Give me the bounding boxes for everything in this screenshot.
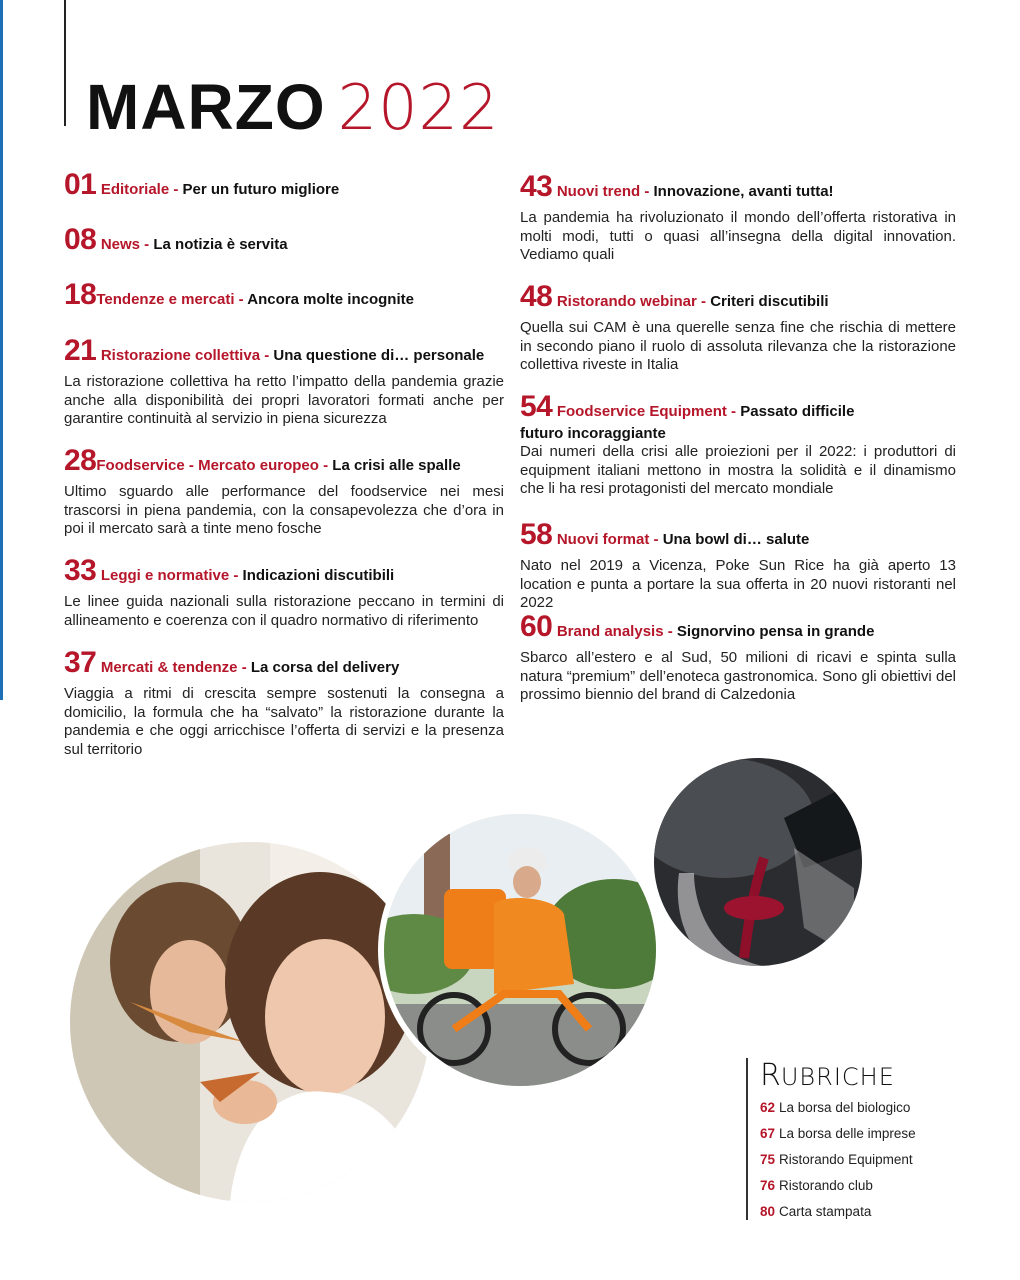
article-headline: Ancora molte incognite	[247, 291, 414, 308]
rubriche-title	[760, 1058, 895, 1093]
toc-entry[interactable]	[64, 278, 504, 317]
article-summary: La pandemia ha rivoluzionato il mondo dell’offerta ristorativa in molti modi, tutti o quasi all’insegna della digital innovation. Vediamo quali	[520, 209, 956, 263]
list-item[interactable]	[760, 1124, 960, 1150]
page-number: 21	[64, 334, 97, 367]
article-headline: Una bowl di… salute	[662, 531, 810, 548]
toc-entry[interactable]	[64, 168, 504, 207]
toc-entry[interactable]	[520, 390, 956, 499]
article-headline: La corsa del delivery	[250, 659, 400, 676]
article-summary: Ultimo sguardo alle performance del foodservice nei mesi trascorsi in piena pandemia, con la consapevolezza che d’ora in poi il mercato sarà a tinte meno fosche	[64, 483, 504, 537]
red-wine-pour-photo	[654, 758, 862, 966]
title-year: 2022	[337, 71, 500, 144]
women-eating-pizza-photo	[70, 842, 430, 1202]
separator: -	[229, 567, 243, 584]
page-number: 75	[760, 1152, 776, 1167]
section-name: Tendenze e mercati	[96, 291, 235, 308]
page-number: 67	[760, 1126, 776, 1141]
rubriche-title-initial: R	[760, 1058, 781, 1093]
section-name: Editoriale	[100, 181, 170, 198]
section-name: Leggi e normative	[100, 567, 230, 584]
toc-entry[interactable]	[64, 223, 504, 262]
rubriche-title-rest: UBRICHE	[780, 1063, 895, 1091]
article-headline: Una questione di… personale	[273, 347, 485, 364]
list-item[interactable]	[760, 1176, 960, 1202]
article-headline-line2: futuro incoraggiante	[520, 425, 666, 442]
section-name: News	[100, 236, 141, 253]
separator: -	[696, 293, 711, 310]
toc-entry[interactable]	[520, 170, 956, 265]
section-name: Foodservice Equipment	[556, 403, 727, 420]
article-summary: La ristorazione collettiva ha retto l’impatto della pandemia grazie anche alla disponibilità dei propri lavoratori formati anche per garantire continuità al servizio in piena sicurezza	[64, 373, 504, 427]
section-name: Foodservice - Mercato europeo	[96, 457, 319, 474]
rubrica-label: Ristorando Equipment	[779, 1152, 913, 1167]
toc-entry[interactable]	[64, 554, 504, 630]
article-headline: La notizia è servita	[153, 236, 288, 253]
section-name: Mercati & tendenze	[100, 659, 238, 676]
rubrica-label: Ristorando club	[779, 1178, 873, 1193]
separator: -	[140, 236, 154, 253]
separator: -	[726, 403, 741, 420]
page-number: 18	[64, 278, 97, 311]
toc-entry[interactable]	[520, 280, 956, 375]
article-summary: Dai numeri della crisi alle proiezioni per il 2022: i produttori di equipment italiani mettono in mostra la solidità e il dinamismo che li ha resi protagonisti del mercato mondiale	[520, 443, 956, 497]
section-name: Nuovi format	[556, 531, 650, 548]
article-summary: Sbarco all’estero e al Sud, 50 milioni di ricavi e spinta sulla natura “premium” dell’enoteca gastronomica. Sono gli obiettivi del prossimo biennio del brand di Calzedonia	[520, 649, 956, 703]
section-name: Brand analysis	[556, 623, 664, 640]
rubriche-list	[760, 1098, 960, 1228]
separator: -	[260, 347, 274, 364]
article-summary: Quella sui CAM è una querelle senza fine che rischia di mettere in secondo piano il ruolo di assoluta rilevanza che la ristorazione collettiva riveste in Italia	[520, 319, 956, 373]
section-name: Ristorando webinar	[556, 293, 697, 310]
toc-entry[interactable]	[64, 646, 504, 759]
article-headline: Signorvino pensa in grande	[676, 623, 875, 640]
page-number: 01	[64, 168, 97, 201]
toc-entry[interactable]	[520, 518, 956, 613]
list-item[interactable]	[760, 1202, 960, 1228]
page-number: 62	[760, 1100, 776, 1115]
toc-entry[interactable]	[64, 444, 504, 539]
list-item[interactable]	[760, 1150, 960, 1176]
page-number: 60	[520, 610, 553, 643]
page-number: 37	[64, 646, 97, 679]
rubrica-label: La borsa delle imprese	[779, 1126, 916, 1141]
page-number: 54	[520, 390, 553, 423]
separator: -	[237, 659, 251, 676]
rubrica-label: Carta stampata	[779, 1204, 872, 1219]
separator: -	[169, 181, 183, 198]
page-number: 33	[64, 554, 97, 587]
article-summary: Le linee guida nazionali sulla ristorazione peccano in termini di allineamento e coerenza con il quadro normativo di riferimento	[64, 593, 504, 629]
article-headline: Per un futuro migliore	[182, 181, 340, 198]
page-number: 28	[64, 444, 97, 477]
section-name: Nuovi trend	[556, 183, 641, 200]
page-number: 58	[520, 518, 553, 551]
title-month: MARZO	[86, 71, 326, 143]
bike-courier-photo	[384, 814, 656, 1086]
page-number: 08	[64, 223, 97, 256]
article-summary: Viaggia a ritmi di crescita sempre sostenuti la consegna a domicilio, la formula che ha “salvato” la ristorazione durante la pandemia e che oggi arricchisce l’offerta di servizi e la presenza sul territorio	[64, 685, 504, 758]
list-item[interactable]	[760, 1098, 960, 1124]
section-name: Ristorazione collettiva	[100, 347, 261, 364]
page-title	[86, 70, 499, 144]
separator: -	[649, 531, 663, 548]
article-headline: Passato difficile	[740, 403, 855, 420]
page-edge-line	[0, 0, 3, 700]
page-number: 43	[520, 170, 553, 203]
separator: -	[234, 291, 248, 308]
page-number: 80	[760, 1204, 776, 1219]
separator: -	[640, 183, 654, 200]
title-rule	[64, 0, 66, 126]
page-number: 48	[520, 280, 553, 313]
rubriche-rule	[746, 1058, 748, 1220]
article-summary: Nato nel 2019 a Vicenza, Poke Sun Rice ha già aperto 13 location e punta a portare la sua offerta in 20 nuovi ristoranti nel 2022	[520, 557, 956, 611]
separator: -	[318, 457, 333, 474]
toc-entry[interactable]	[64, 334, 504, 429]
article-headline: Indicazioni discutibili	[242, 567, 395, 584]
page-number: 76	[760, 1178, 776, 1193]
article-headline: La crisi alle spalle	[332, 457, 461, 474]
rubrica-label: La borsa del biologico	[779, 1100, 911, 1115]
article-headline: Innovazione, avanti tutta!	[653, 183, 834, 200]
separator: -	[663, 623, 677, 640]
article-headline: Criteri discutibili	[710, 293, 829, 310]
toc-entry[interactable]	[520, 610, 956, 705]
